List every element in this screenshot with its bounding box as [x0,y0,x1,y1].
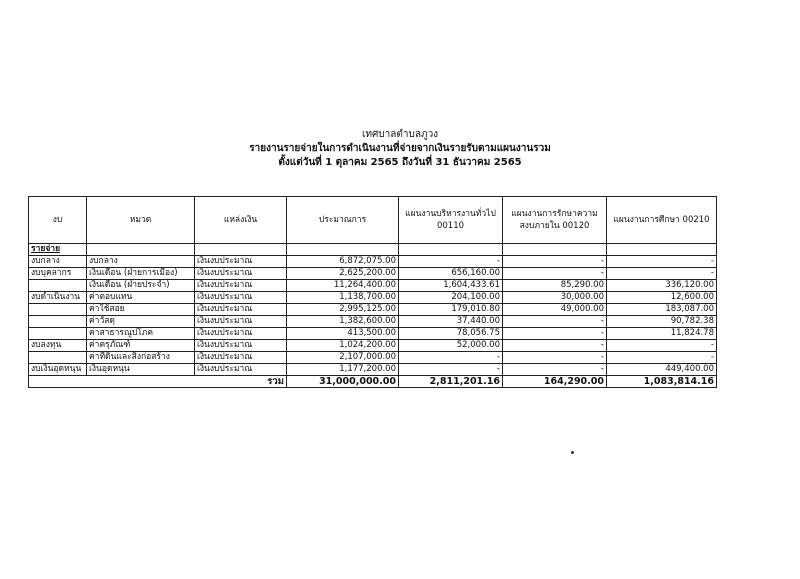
total-plan1: 2,811,201.16 [399,376,503,388]
cell-plan2: - [503,316,607,328]
cell-plan3: - [607,352,717,364]
cell-plan2: - [503,352,607,364]
cell-plan1: 204,100.00 [399,292,503,304]
col-header-plan2: แผนงานการรักษาความสงบภายใน 00120 [503,197,607,244]
col-header-estimate: ประมาณการ [287,197,399,244]
cell-budget: งบเงินอุดหนุน [29,364,87,376]
cell-plan3: 11,824.78 [607,328,717,340]
table-row [29,316,717,328]
cell-budget: งบกลาง [29,256,87,268]
col-header-plan3: แผนงานการศึกษา 00210 [607,197,717,244]
cell-plan2: - [503,268,607,280]
table-row [29,280,717,292]
total-label: รวม [29,376,287,388]
cell-budget [29,316,87,328]
col-header-source: แหล่งเงิน [195,197,287,244]
total-estimate: 31,000,000.00 [287,376,399,388]
cell-budget: งบลงทุน [29,340,87,352]
cell-category: งบกลาง [87,256,195,268]
cell-budget [29,280,87,292]
total-row [29,376,717,388]
cell-plan2: - [503,340,607,352]
cell-plan1: 1,604,433.61 [399,280,503,292]
cell-estimate: 6,872,075.00 [287,256,399,268]
table-row [29,352,717,364]
cell-source: เงินงบประมาณ [195,256,287,268]
table-row [29,256,717,268]
cell-plan1: 78,056.75 [399,328,503,340]
cell-plan3: - [607,340,717,352]
cell-category: เงินเดือน (ฝ่ายการเมือง) [87,268,195,280]
cell-plan3: - [607,256,717,268]
cell-source: เงินงบประมาณ [195,304,287,316]
cell-source: เงินงบประมาณ [195,340,287,352]
cell-category: ค่าที่ดินและสิ่งก่อสร้าง [87,352,195,364]
table-row [29,364,717,376]
cell-estimate: 2,995,125.00 [287,304,399,316]
cell-plan2: 49,000.00 [503,304,607,316]
cell-plan3: - [607,268,717,280]
cell-plan1: 52,000.00 [399,340,503,352]
cell-plan3: 12,600.00 [607,292,717,304]
cell-budget [29,328,87,340]
table-row [29,268,717,280]
cell-plan3: 90,782.38 [607,316,717,328]
cell-estimate: 1,024,200.00 [287,340,399,352]
cell-plan3: 183,087.00 [607,304,717,316]
report-header [0,128,800,170]
cell-source: เงินงบประมาณ [195,352,287,364]
cell-category: ค่าวัสดุ [87,316,195,328]
table-row [29,340,717,352]
cell-plan2: - [503,364,607,376]
cell-budget: งบดำเนินงาน [29,292,87,304]
col-header-plan1: แผนงานบริหารงานทั่วไป 00110 [399,197,503,244]
cell-estimate: 2,107,000.00 [287,352,399,364]
cell-plan1: - [399,364,503,376]
cell-plan1: 37,440.00 [399,316,503,328]
cell-plan1: - [399,256,503,268]
cell-source: เงินงบประมาณ [195,268,287,280]
cell-budget [29,304,87,316]
cell-source: เงินงบประมาณ [195,280,287,292]
total-plan3: 1,083,814.16 [607,376,717,388]
cell-estimate: 1,138,700.00 [287,292,399,304]
cell-category: เงินเดือน (ฝ่ายประจำ) [87,280,195,292]
organization-name: เทศบาลตำบลภูวง [361,129,439,140]
cell-plan3: 449,400.00 [607,364,717,376]
table-body [29,244,717,376]
section-row [29,244,717,256]
report-title: รายงานรายจ่ายในการดำเนินงานที่จ่ายจากเงินรายรับตามแผนงานรวม [249,143,551,154]
cell-category: ค่าตอบแทน [87,292,195,304]
cell-budget: งบบุคลากร [29,268,87,280]
table-row [29,304,717,316]
cell-estimate: 413,500.00 [287,328,399,340]
table-row [29,292,717,304]
section-label: รายจ่าย [29,244,87,256]
cell-category: ค่าใช้สอย [87,304,195,316]
cell-category: ค่าครุภัณฑ์ [87,340,195,352]
cell-estimate: 2,625,200.00 [287,268,399,280]
cell-plan1: 179,010.80 [399,304,503,316]
cell-plan2: 85,290.00 [503,280,607,292]
col-header-budget: งบ [29,197,87,244]
cell-source: เงินงบประมาณ [195,364,287,376]
table-row [29,328,717,340]
cell-plan1: 656,160.00 [399,268,503,280]
cell-plan2: - [503,328,607,340]
col-header-category: หมวด [87,197,195,244]
cell-estimate: 1,177,200.00 [287,364,399,376]
cell-source: เงินงบประมาณ [195,316,287,328]
cell-category: ค่าสาธารณูปโภค [87,328,195,340]
cell-source: เงินงบประมาณ [195,328,287,340]
scan-mark [571,451,574,454]
cell-source: เงินงบประมาณ [195,292,287,304]
cell-plan1: - [399,352,503,364]
report-period: ตั้งแต่วันที่ 1 ตุลาคม 2565 ถึงวันที่ 31 ธันวาคม 2565 [278,157,522,168]
total-plan2: 164,290.00 [503,376,607,388]
cell-plan2: - [503,256,607,268]
cell-plan2: 30,000.00 [503,292,607,304]
cell-plan3: 336,120.00 [607,280,717,292]
cell-category: เงินอุดหนุน [87,364,195,376]
cell-estimate: 1,382,600.00 [287,316,399,328]
cell-budget [29,352,87,364]
expenditure-table [28,196,717,388]
cell-estimate: 11,264,400.00 [287,280,399,292]
